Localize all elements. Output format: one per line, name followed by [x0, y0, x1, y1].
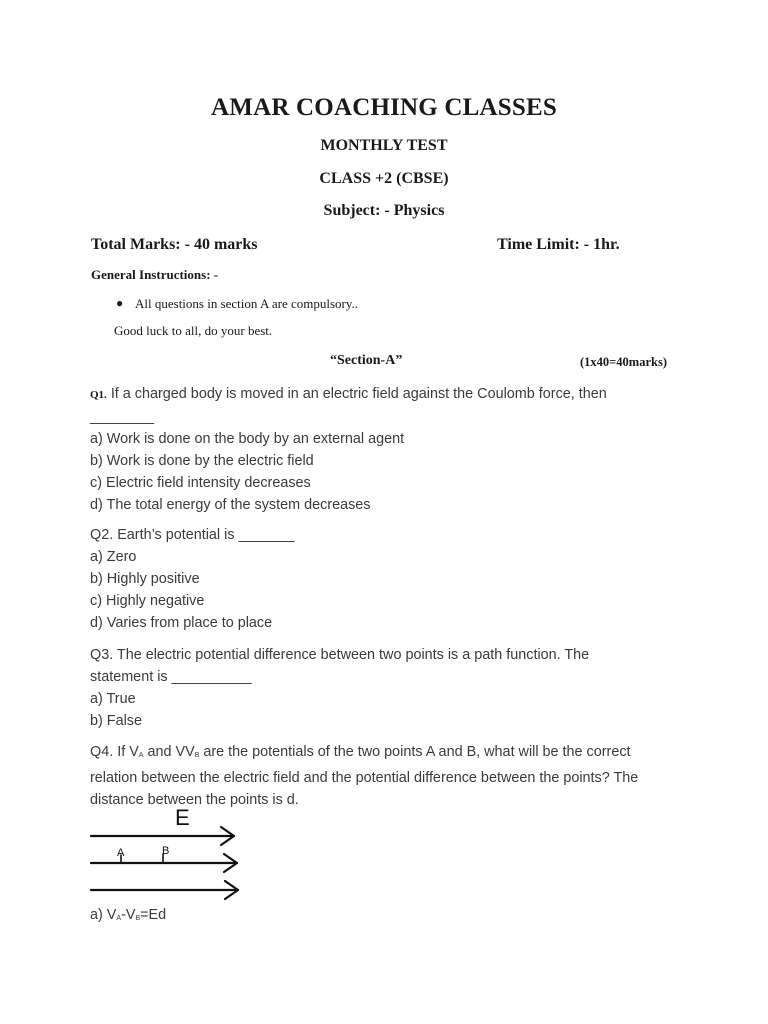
subscript-a: A: [138, 752, 144, 759]
question-1-option-d: d) The total energy of the system decreases: [90, 497, 371, 513]
question-1-option-b: b) Work is done by the electric field: [90, 453, 314, 469]
time-limit: Time Limit: - 1hr.: [497, 236, 620, 253]
question-2-option-d: d) Varies from place to place: [90, 615, 273, 631]
option-text-part: a) V: [90, 907, 117, 923]
point-a-label: A: [117, 847, 125, 859]
question-1-option-c: c) Electric field intensity decreases: [90, 475, 311, 491]
question-2-option-b: b) Highly positive: [90, 571, 200, 587]
question-3-option-a: a) True: [90, 691, 136, 707]
field-label-e: E: [175, 805, 190, 830]
question-1-blank: ________: [90, 409, 155, 425]
question-2-option-a: a) Zero: [90, 549, 137, 565]
question-3-text-line-1: Q3. The electric potential difference between two points is a path function. The: [90, 647, 590, 663]
class-label: CLASS +2 (CBSE): [319, 170, 449, 187]
section-marks: (1x40=40marks): [580, 355, 667, 369]
question-3-text-line-2: statement is __________: [90, 669, 252, 685]
section-title: “Section-A”: [330, 353, 403, 368]
question-4-text-part: and VV: [143, 744, 195, 760]
question-2: [90, 524, 295, 634]
bullet-icon: ●: [116, 296, 124, 310]
subscript-a: A: [116, 915, 122, 922]
option-text-part: =Ed: [140, 907, 167, 923]
question-4-text-part: Q4. If V: [90, 744, 139, 760]
question-2-text: Q2. Earth’s potential is _______: [90, 527, 295, 543]
subscript-b: B: [194, 752, 200, 759]
test-name: MONTHLY TEST: [320, 137, 448, 154]
question-4-text-line-3: distance between the points is d.: [90, 792, 299, 808]
question-4: [90, 741, 638, 811]
subscript-b: B: [135, 915, 141, 922]
question-4-option-a: [90, 904, 166, 930]
question-1-number: Q1.: [90, 389, 107, 401]
document-title: AMAR COACHING CLASSES: [211, 94, 557, 121]
instruction-bullet: All questions in section A are compulsory..: [135, 296, 359, 311]
question-1-text: If a charged body is moved in an electric field against the Coulomb force, then: [110, 386, 607, 402]
question-1-stem: [90, 383, 607, 406]
question-3: [90, 644, 589, 732]
question-4-text-line-1: [90, 741, 638, 767]
question-4-text-part: are the potentials of the two points A and B, what will be the correct: [199, 744, 631, 760]
instructions-heading: General Instructions: -: [91, 267, 219, 282]
good-luck-note: Good luck to all, do your best.: [114, 323, 273, 338]
subject-label: Subject: - Physics: [323, 202, 445, 219]
question-4-text-line-2: relation between the electric field and the potential difference between the points? The: [90, 770, 639, 786]
point-b-label: B: [162, 845, 170, 857]
question-1-option-a: a) Work is done on the body by an external agent: [90, 431, 405, 447]
option-text-part: -V: [121, 907, 136, 923]
question-3-option-b: b) False: [90, 713, 142, 729]
total-marks: Total Marks: - 40 marks: [91, 236, 258, 253]
electric-field-diagram: [88, 805, 248, 901]
question-2-option-c: c) Highly negative: [90, 593, 205, 609]
question-1: [90, 383, 607, 516]
